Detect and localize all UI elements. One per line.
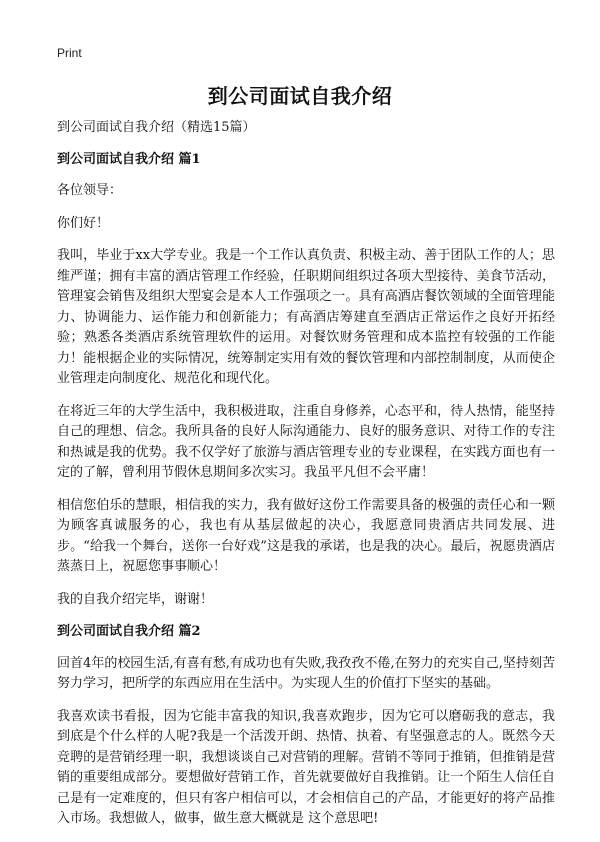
paragraph-marketing: 我喜欢读书看报，因为它能丰富我的知识,我喜欢跑步，因为它可以磨砺我的意志，我到底是个什么样的人呢?我是一个活泼开朗、热情、执着、有坚强意志的人。既然今天竞聘的是营销经理一职，我想谈谈自己对营销的理解。营销不等同于推销，但推销是营销的重要组成部分。要想做好营销工作，首先就要做好自我推销。让一个陌生人信任自己是有一定难度的，但只有客户相信可以，才会相信自己的产品，才能更好的将产品推入市场。我想做人，做事，做生意大概就是 这个意思吧!: [57, 708, 555, 826]
paragraph-intro: 我叫，毕业于xx大学专业。我是一个工作认真负责、积极主动、善于团队工作的人；思维严谨；拥有丰富的酒店管理工作经验，任职期间组织过各项大型接待、美食节活动，管理宴会销售及组织大型宴会是本人工作强项之一。具有高酒店餐饮领域的全面管理能力、协调能力、运作能力和创新能力；有高酒店筹建直至酒店正常运作之良好开拓经验；熟悉各类酒店系统管理软件的运用。对餐饮财务管理和成本监控有较强的工作能力！能根据企业的实际情况，统筹制定实用有效的餐饮管理和内部控制制度，从而使企业管理走向制度化、规范化和现代化。: [57, 248, 555, 386]
page-title: 到公司面试自我介绍: [207, 84, 393, 108]
paragraph-campus-life: 回首4年的校园生活,有喜有愁,有成功也有失败,我孜孜不倦,在努力的充实自己,坚持刻苦努力学习，把所学的东西应用在生活中。为实现人生的价值打下坚实的基础。: [57, 655, 555, 691]
paragraph-closing: 我的自我介绍完毕，谢谢！: [57, 591, 214, 607]
section-heading-1: 到公司面试自我介绍 篇1: [57, 151, 201, 167]
section-heading-2: 到公司面试自我介绍 篇2: [57, 624, 201, 639]
paragraph-commitment: 相信您伯乐的慧眼，相信我的实力，我有做好这份工作需要具备的极强的责任心和一颗为顾客真诚服务的心，我也有从基层做起的决心，我愿意同贵酒店共同发展、进步。“给我一个舞台，送你一台好戏”这是我的承诺，也是我的决心。最后，祝愿贵酒店蒸蒸日上，祝愿您事事顺心！: [57, 497, 555, 574]
paragraph-greeting: 各位领导：: [57, 183, 123, 198]
print-link[interactable]: Print: [57, 46, 82, 60]
paragraph-hello: 你们好！: [57, 215, 110, 231]
paragraph-college-life: 在将近三年的大学生活中，我积极进取，注重自身修养，心态平和，待人热情，能坚持自己的理想、信念。我所具备的良好人际沟通能力、良好的服务意识、对待工作的专注和热诚是我的优势。我不仅学好了旅游与酒店管理专业的专业课程，在实践方面也有一定的了解，曾利用节假休息期间多次实习。我虽平凡但不会平庸！: [57, 403, 555, 480]
document-body: [57, 118, 555, 842]
document-subtitle: 到公司面试自我介绍（精选15篇）: [57, 120, 256, 135]
